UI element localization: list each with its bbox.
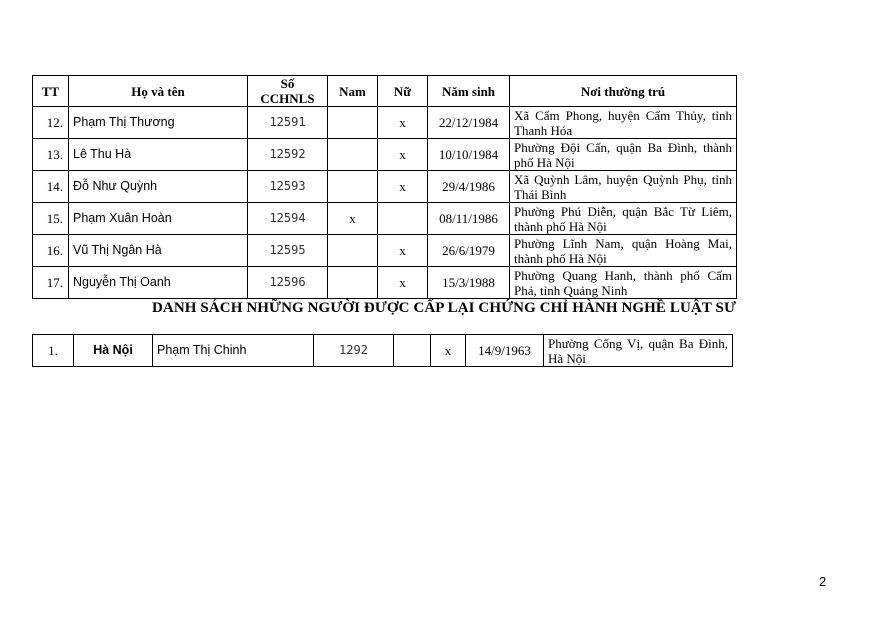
table-row (33, 139, 737, 171)
table-row (33, 107, 737, 139)
cell-address: Phường Lĩnh Nam, quận Hoàng Mai, thành phố Hà Nội (510, 235, 737, 267)
cell-cert-number: 12593 (248, 171, 328, 203)
cell-name: Phạm Thị Thương (69, 107, 248, 139)
cell-birth-date: 22/12/1984 (428, 107, 510, 139)
cell-address: Phường Quang Hanh, thành phố Cẩm Phả, tỉnh Quảng Ninh (510, 267, 737, 299)
cell-tt: 1. (33, 335, 74, 367)
cell-female: x (378, 171, 428, 203)
cell-male (394, 335, 431, 367)
header-birth-date: Năm sinh (428, 76, 510, 107)
table-row (33, 235, 737, 267)
cell-cert-number: 12591 (248, 107, 328, 139)
cell-birth-date: 14/9/1963 (466, 335, 544, 367)
cell-cert-number: 12592 (248, 139, 328, 171)
cell-male (328, 171, 378, 203)
cell-female (378, 203, 428, 235)
header-cert-number: Số CCHNLS (248, 76, 328, 107)
cell-province: Hà Nội (74, 335, 153, 367)
renewal-list-table (32, 334, 733, 367)
header-female: Nữ (378, 76, 428, 107)
cell-female: x (378, 235, 428, 267)
header-address: Nơi thường trú (510, 76, 737, 107)
cell-female: x (378, 107, 428, 139)
cell-female: x (378, 267, 428, 299)
cell-address: Xã Cẩm Phong, huyện Cẩm Thủy, tỉnh Thanh Hóa (510, 107, 737, 139)
cell-tt: 14. (33, 171, 69, 203)
table-row (33, 203, 737, 235)
cell-birth-date: 10/10/1984 (428, 139, 510, 171)
cell-tt: 13. (33, 139, 69, 171)
cell-male (328, 139, 378, 171)
cell-address: Phường Phú Diễn, quận Bắc Từ Liêm, thành phố Hà Nội (510, 203, 737, 235)
cell-tt: 16. (33, 235, 69, 267)
table-header-row (33, 76, 737, 107)
cell-female: x (431, 335, 466, 367)
cell-tt: 17. (33, 267, 69, 299)
cell-cert-number: 12596 (248, 267, 328, 299)
cell-name: Nguyễn Thị Oanh (69, 267, 248, 299)
cell-address: Xã Quỳnh Lâm, huyện Quỳnh Phụ, tỉnh Thái Bình (510, 171, 737, 203)
cell-cert-number: 12594 (248, 203, 328, 235)
cell-birth-date: 29/4/1986 (428, 171, 510, 203)
cell-name: Vũ Thị Ngân Hà (69, 235, 248, 267)
cell-female: x (378, 139, 428, 171)
header-male: Nam (328, 76, 378, 107)
table-row (33, 267, 737, 299)
cell-birth-date: 26/6/1979 (428, 235, 510, 267)
cell-tt: 12. (33, 107, 69, 139)
header-tt: TT (33, 76, 69, 107)
cell-tt: 15. (33, 203, 69, 235)
cell-name: Đỗ Như Quỳnh (69, 171, 248, 203)
cell-name: Phạm Xuân Hoàn (69, 203, 248, 235)
table-row (33, 335, 733, 367)
cell-male (328, 267, 378, 299)
lawyer-list-table (32, 75, 737, 299)
cell-male (328, 235, 378, 267)
section-title: DANH SÁCH NHỮNG NGƯỜI ĐƯỢC CẤP LẠI CHỨNG CHỈ HÀNH NGHỀ LUẬT SƯ (152, 300, 736, 316)
cell-male: x (328, 203, 378, 235)
cell-birth-date: 08/11/1986 (428, 203, 510, 235)
cell-male (328, 107, 378, 139)
cell-address: Phường Đội Cấn, quận Ba Đình, thành phố Hà Nội (510, 139, 737, 171)
header-name: Họ và tên (69, 76, 248, 107)
page-number: 2 (819, 574, 827, 589)
cell-name: Lê Thu Hà (69, 139, 248, 171)
cell-name: Phạm Thị Chinh (153, 335, 314, 367)
cell-address: Phường Cống Vị, quận Ba Đình, Hà Nội (544, 335, 733, 367)
table-row (33, 171, 737, 203)
cell-cert-number: 12595 (248, 235, 328, 267)
cell-cert-number: 1292 (314, 335, 394, 367)
cell-birth-date: 15/3/1988 (428, 267, 510, 299)
